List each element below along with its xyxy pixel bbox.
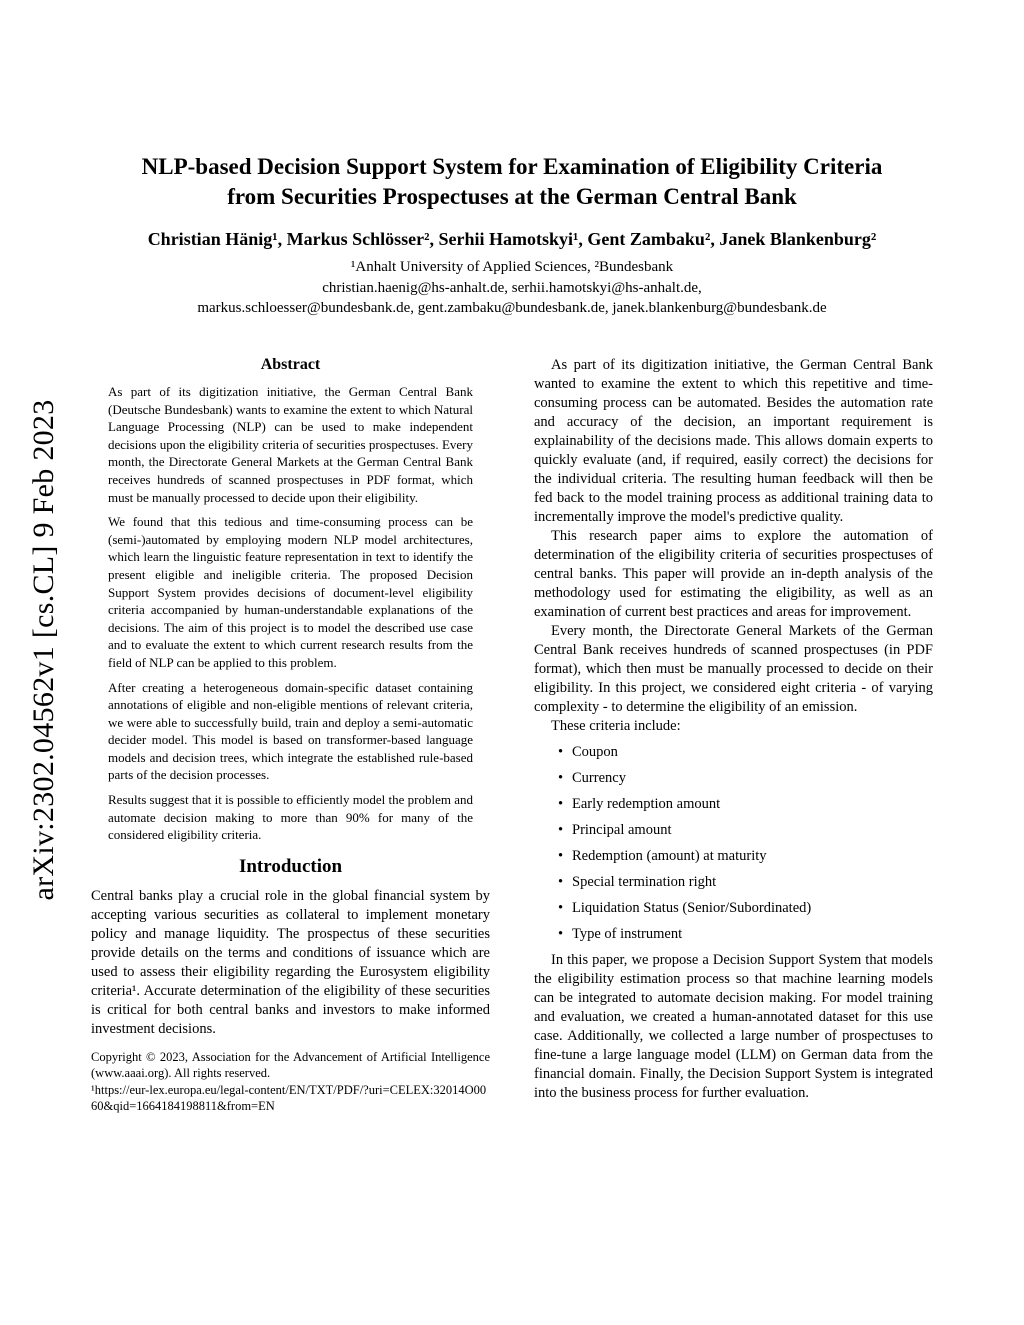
affiliations-line: ¹Anhalt University of Applied Sciences, ²Bundesbank bbox=[350, 259, 674, 275]
abstract-paragraph: As part of its digitization initiative, the German Central Bank (Deutsche Bundesbank) wants to examine the extent to which Natural Language Processing (NLP) can be used to make independent decisions upon the eligibility criteria of securities prospectuses. Every month, the Directorate General Markets at the German Central Bank receives hundreds of scanned prospectuses in PDF format, which must be manually processed to decide upon their eligibility. bbox=[108, 384, 473, 505]
criteria-item: • Principal amount bbox=[558, 821, 933, 840]
criteria-item: • Coupon bbox=[558, 743, 933, 762]
two-column-body bbox=[91, 356, 933, 1115]
paper-content bbox=[91, 152, 933, 1115]
abstract-body bbox=[91, 383, 490, 844]
criteria-list bbox=[534, 743, 933, 944]
criteria-item: • Type of instrument bbox=[558, 925, 933, 944]
criteria-intro-line: These criteria include: bbox=[551, 718, 681, 734]
paper-title-line1: NLP-based Decision Support System for Examination of Eligibility Criteria bbox=[141, 154, 883, 179]
authors-line: Christian Hänig¹, Markus Schlösser², Serhii Hamotskyi¹, Gent Zambaku², Janek Blankenburg² bbox=[147, 229, 877, 249]
criteria-item: • Liquidation Status (Senior/Subordinated) bbox=[558, 899, 933, 918]
emails-block bbox=[91, 278, 933, 318]
paper-title-line2: from Securities Prospectuses at the German Central Bank bbox=[227, 184, 797, 209]
abstract-heading: Abstract bbox=[260, 356, 321, 373]
introduction-heading: Introduction bbox=[238, 855, 343, 877]
abstract-paragraph: After creating a heterogeneous domain-specific dataset containing annotations of eligible and non-eligible mentions of relevant criteria, we were able to successfully build, train and deploy a semi-automatic decider model. This model is based on transformer-based language models and decision trees, which integrate the established rule-based parts of the decision processes. bbox=[108, 679, 473, 783]
body-paragraph: As part of its digitization initiative, the German Central Bank wanted to examine the extent to which this repetitive and time-consuming process can be automated. Besides the automation rate and accuracy of the decision, an important requirement is explainability of the decisions made. This allows domain experts to quickly evaluate (and, if required, easily correct) the decisions for the individual criteria. The resulting human feedback will then be fed back to the model training process as additional training data to incrementally improve the model's predictive quality. bbox=[534, 357, 933, 525]
arxiv-watermark: arXiv:2302.04562v1 [cs.CL] 9 Feb 2023 bbox=[27, 399, 60, 901]
emails-line1: christian.haenig@hs-anhalt.de, serhii.hamotskyi@hs-anhalt.de, bbox=[322, 280, 702, 296]
body-paragraph: Every month, the Directorate General Markets of the German Central Bank receives hundreds of scanned prospectuses (in PDF format), which then must be manually processed to decide on their eligibility. In this project, we considered eight criteria - of varying complexity - to determine the eligibility of an emission. bbox=[534, 623, 933, 715]
paper-header bbox=[91, 152, 933, 318]
copyright-notice: Copyright © 2023, Association for the Advancement of Artificial Intelligence (www.aaai.org). All rights reserved. bbox=[91, 1049, 490, 1081]
body-paragraph: This research paper aims to explore the automation of determination of the eligibility criteria of securities prospectuses of central banks. This paper will provide an in-depth analysis of the methodology used for estimating the eligibility, as well as an examination of current best practices and areas for improvement. bbox=[534, 528, 933, 620]
left-column bbox=[91, 356, 490, 1115]
criteria-item: • Redemption (amount) at maturity bbox=[558, 847, 933, 866]
emails-line2: markus.schloesser@bundesbank.de, gent.zambaku@bundesbank.de, janek.blankenburg@bundesbank.de bbox=[197, 300, 827, 316]
body-paragraph: In this paper, we propose a Decision Support System that models the eligibility estimation process so that machine learning models can be integrated to automate decision making. For model training and evaluation, we created a human-annotated dataset for this use case. Additionally, we collected a large number of prospectuses to fine-tune a large language model (LLM) on German data from the financial domain. Finally, the Decision Support System is integrated into the business process for further evaluation. bbox=[534, 952, 933, 1101]
abstract-paragraph: Results suggest that it is possible to efficiently model the problem and automate decision making to more than 90% for many of the considered eligibility criteria. bbox=[108, 792, 473, 843]
criteria-item: • Currency bbox=[558, 769, 933, 788]
criteria-item: • Early redemption amount bbox=[558, 795, 933, 814]
introduction-paragraph: Central banks play a crucial role in the global financial system by accepting various securities as collateral to implement monetary policy and manage liquidity. The prospectus of these securities provide details on the terms and conditions of issuance which are used to assess their eligibility regarding the Eurosystem eligibility criteria¹. Accurate determination of the eligibility of these securities is critical for both central banks and investors to make informed investment decisions. bbox=[91, 887, 490, 1037]
paper-title bbox=[91, 152, 933, 212]
abstract-paragraph: We found that this tedious and time-consuming process can be (semi-)automated by employing modern NLP model architectures, which learn the linguistic feature representation in text to identify the present eligible and ineligible criteria. The proposed Decision Support System provides decisions of document-level eligibility criteria accompanied by human-understandable explanations of the decisions. The aim of this project is to model the described use case and to evaluate the extent to which current research results from the field of NLP can be applied to this problem. bbox=[108, 514, 473, 670]
footnote-url: ¹https://eur-lex.europa.eu/legal-content/EN/TXT/PDF/?uri=CELEX:32014O0060&qid=1664184198811&from=EN bbox=[91, 1082, 487, 1114]
right-column bbox=[534, 356, 933, 1115]
criteria-item: • Special termination right bbox=[558, 873, 933, 892]
